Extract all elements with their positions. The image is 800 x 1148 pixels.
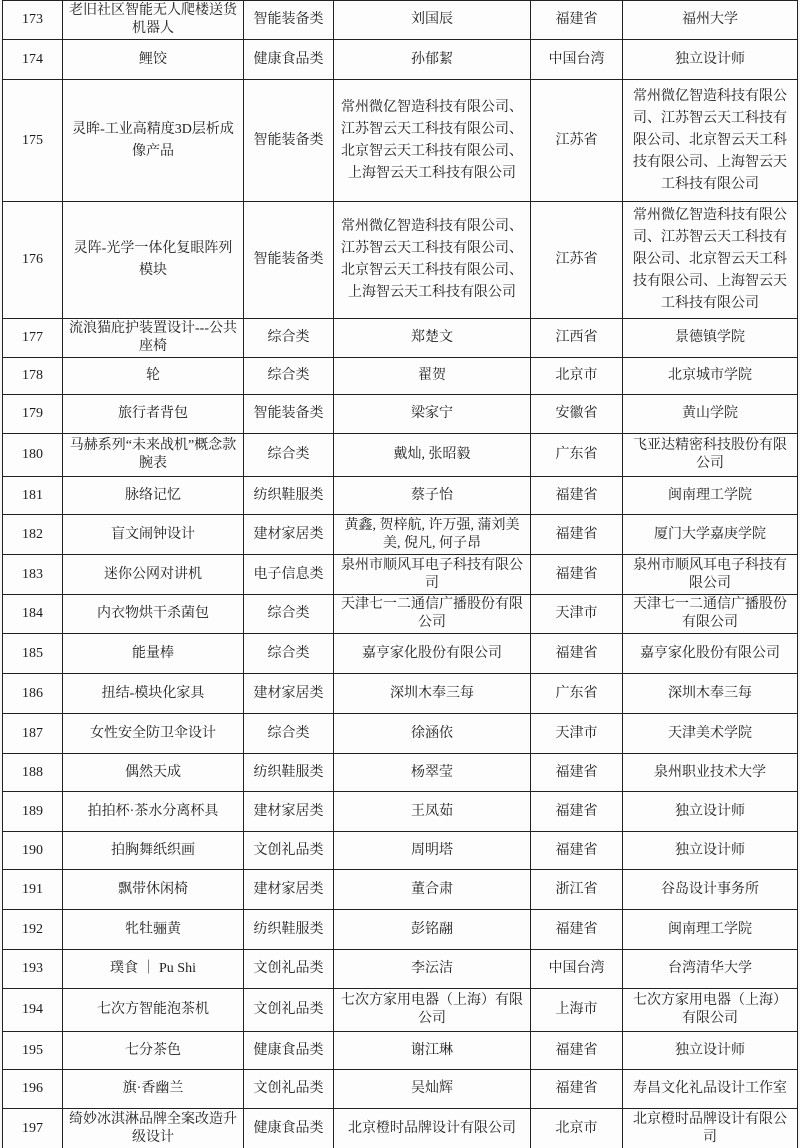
- table-cell-name: 流浪猫庇护装置设计---公共座椅: [63, 319, 244, 358]
- table-cell-region: 福建省: [531, 477, 623, 515]
- table-cell-region: 江西省: [531, 319, 623, 358]
- table-cell-name: 飘带休闲椅: [63, 870, 244, 910]
- table-cell-organization: 常州微亿智造科技有限公司、江苏智云天工科技有限公司、北京智云天工科技有限公司、上海智云天工科技有限公司: [623, 80, 798, 202]
- table-cell-organization: 福州大学: [623, 1, 798, 40]
- table-cell-organization: 泉州市顺风耳电子科技有限公司: [623, 555, 798, 595]
- table-row: [3, 1109, 798, 1148]
- table-cell-region: 浙江省: [531, 870, 623, 910]
- table-cell-name: 迷你公网对讲机: [63, 555, 244, 595]
- table-cell-applicant: 吴灿辉: [334, 1070, 531, 1109]
- table-cell-no: 188: [3, 754, 63, 792]
- table-cell-region: 广东省: [531, 434, 623, 477]
- table-row: [3, 989, 798, 1032]
- table-cell-category: 建材家居类: [244, 870, 334, 910]
- table-cell-region: 北京市: [531, 358, 623, 395]
- table-cell-no: 187: [3, 714, 63, 754]
- table-cell-no: 194: [3, 989, 63, 1032]
- table-cell-category: 电子信息类: [244, 555, 334, 595]
- table-cell-no: 195: [3, 1032, 63, 1070]
- table-row: [3, 515, 798, 555]
- table-cell-applicant: 黄鑫, 贺梓航, 许万强, 蒲刘美美, 倪凡, 何子昂: [334, 515, 531, 555]
- table-row: [3, 754, 798, 792]
- table-cell-applicant: 刘国辰: [334, 1, 531, 40]
- table-cell-region: 江苏省: [531, 80, 623, 202]
- table-cell-region: 福建省: [531, 792, 623, 832]
- table-cell-applicant: 戴灿, 张昭毅: [334, 434, 531, 477]
- table-cell-no: 176: [3, 202, 63, 319]
- table-cell-region: 北京市: [531, 1109, 623, 1148]
- table-cell-no: 181: [3, 477, 63, 515]
- table-cell-no: 180: [3, 434, 63, 477]
- table-cell-name: 璞食 ｜ Pu Shi: [63, 950, 244, 989]
- award-entry-table: [2, 0, 798, 1148]
- table-cell-name: 偶然天成: [63, 754, 244, 792]
- table-cell-no: 173: [3, 1, 63, 40]
- table-cell-region: 安徽省: [531, 395, 623, 434]
- table-cell-name: 七分茶色: [63, 1032, 244, 1070]
- table-cell-organization: 景德镇学院: [623, 319, 798, 358]
- table-cell-region: 天津市: [531, 595, 623, 634]
- table-cell-region: 福建省: [531, 634, 623, 674]
- table-row: [3, 634, 798, 674]
- table-cell-no: 183: [3, 555, 63, 595]
- table-cell-name: 拍胸舞纸织画: [63, 832, 244, 870]
- table-cell-region: 江苏省: [531, 202, 623, 319]
- table-cell-region: 中国台湾: [531, 40, 623, 80]
- table-cell-organization: 飞亚达精密科技股份有限公司: [623, 434, 798, 477]
- table-cell-no: 184: [3, 595, 63, 634]
- table-row: [3, 477, 798, 515]
- table-cell-name: 女性安全防卫伞设计: [63, 714, 244, 754]
- table-row: [3, 1, 798, 40]
- table-row: [3, 792, 798, 832]
- table-cell-region: 福建省: [531, 1032, 623, 1070]
- table-cell-category: 纺织鞋服类: [244, 754, 334, 792]
- table-cell-category: 综合类: [244, 358, 334, 395]
- table-cell-region: 福建省: [531, 515, 623, 555]
- table-cell-organization: 黄山学院: [623, 395, 798, 434]
- table-cell-category: 智能装备类: [244, 1, 334, 40]
- table-row: [3, 434, 798, 477]
- table-cell-category: 建材家居类: [244, 674, 334, 714]
- table-cell-organization: 独立设计师: [623, 40, 798, 80]
- table-cell-name: 灵眸-工业高精度3D层析成像产品: [63, 80, 244, 202]
- table-cell-category: 健康食品类: [244, 1032, 334, 1070]
- table-cell-organization: 天津美术学院: [623, 714, 798, 754]
- table-cell-applicant: 泉州市顺风耳电子科技有限公司: [334, 555, 531, 595]
- table-row: [3, 1032, 798, 1070]
- table-cell-region: 天津市: [531, 714, 623, 754]
- table-row: [3, 555, 798, 595]
- table-cell-no: 182: [3, 515, 63, 555]
- table-cell-applicant: 周明塔: [334, 832, 531, 870]
- table-cell-organization: 寿昌文化礼品设计工作室: [623, 1070, 798, 1109]
- table-cell-applicant: 王凤茹: [334, 792, 531, 832]
- table-cell-name: 内衣物烘干杀菌包: [63, 595, 244, 634]
- table-cell-category: 纺织鞋服类: [244, 910, 334, 950]
- table-cell-applicant: 深圳木奉三每: [334, 674, 531, 714]
- table-cell-region: 上海市: [531, 989, 623, 1032]
- table-cell-applicant: 梁家宁: [334, 395, 531, 434]
- table-row: [3, 832, 798, 870]
- table-cell-category: 文创礼品类: [244, 989, 334, 1032]
- table-cell-name: 旅行者背包: [63, 395, 244, 434]
- table-cell-organization: 七次方家用电器（上海）有限公司: [623, 989, 798, 1032]
- table-cell-no: 197: [3, 1109, 63, 1148]
- table-cell-applicant: 七次方家用电器（上海）有限公司: [334, 989, 531, 1032]
- table-cell-organization: 天津七一二通信广播股份有限公司: [623, 595, 798, 634]
- table-cell-applicant: 天津七一二通信广播股份有限公司: [334, 595, 531, 634]
- table-cell-category: 建材家居类: [244, 515, 334, 555]
- table-cell-no: 178: [3, 358, 63, 395]
- table-cell-name: 旗·香幽兰: [63, 1070, 244, 1109]
- table-cell-category: 综合类: [244, 634, 334, 674]
- table-cell-name: 灵阵-光学一体化复眼阵列模块: [63, 202, 244, 319]
- table-cell-name: 七次方智能泡茶机: [63, 989, 244, 1032]
- table-row: [3, 1070, 798, 1109]
- table-cell-name: 轮: [63, 358, 244, 395]
- table-cell-applicant: 杨翠莹: [334, 754, 531, 792]
- table-cell-name: 能量棒: [63, 634, 244, 674]
- table-cell-region: 福建省: [531, 910, 623, 950]
- table-cell-applicant: 董合肃: [334, 870, 531, 910]
- table-cell-applicant: 北京橙时品牌设计有限公司: [334, 1109, 531, 1148]
- table-cell-category: 智能装备类: [244, 395, 334, 434]
- table-cell-name: 绮妙冰淇淋品牌全案改造升级设计: [63, 1109, 244, 1148]
- table-cell-organization: 闽南理工学院: [623, 477, 798, 515]
- table-cell-applicant: 常州微亿智造科技有限公司、江苏智云天工科技有限公司、北京智云天工科技有限公司、上海智云天工科技有限公司: [334, 80, 531, 202]
- table-cell-region: 中国台湾: [531, 950, 623, 989]
- table-row: [3, 870, 798, 910]
- table-cell-no: 196: [3, 1070, 63, 1109]
- table-cell-region: 福建省: [531, 754, 623, 792]
- table-cell-organization: 闽南理工学院: [623, 910, 798, 950]
- table-row: [3, 910, 798, 950]
- table-cell-applicant: 孙郁絜: [334, 40, 531, 80]
- table-cell-region: 福建省: [531, 1, 623, 40]
- table-cell-category: 文创礼品类: [244, 1070, 334, 1109]
- table-cell-applicant: 谢江琳: [334, 1032, 531, 1070]
- table-cell-region: 广东省: [531, 674, 623, 714]
- table-cell-category: 健康食品类: [244, 40, 334, 80]
- table-cell-category: 文创礼品类: [244, 832, 334, 870]
- table-cell-no: 177: [3, 319, 63, 358]
- table-cell-applicant: 郑楚文: [334, 319, 531, 358]
- table-cell-applicant: 常州微亿智造科技有限公司、江苏智云天工科技有限公司、北京智云天工科技有限公司、上海智云天工科技有限公司: [334, 202, 531, 319]
- table-row: [3, 714, 798, 754]
- table-cell-category: 建材家居类: [244, 792, 334, 832]
- table-cell-name: 扭结-模块化家具: [63, 674, 244, 714]
- table-cell-organization: 独立设计师: [623, 832, 798, 870]
- table-cell-no: 179: [3, 395, 63, 434]
- table-cell-applicant: 蔡子怡: [334, 477, 531, 515]
- table-cell-name: 脉络记忆: [63, 477, 244, 515]
- table-row: [3, 674, 798, 714]
- table-cell-name: 牝牡骊黄: [63, 910, 244, 950]
- table-cell-organization: 泉州职业技术大学: [623, 754, 798, 792]
- table-row: [3, 319, 798, 358]
- table-cell-applicant: 徐涵依: [334, 714, 531, 754]
- table-cell-organization: 北京城市学院: [623, 358, 798, 395]
- table-cell-no: 175: [3, 80, 63, 202]
- table-cell-organization: 嘉亨家化股份有限公司: [623, 634, 798, 674]
- table-cell-organization: 深圳木奉三每: [623, 674, 798, 714]
- table-cell-category: 综合类: [244, 595, 334, 634]
- table-cell-organization: 台湾清华大学: [623, 950, 798, 989]
- table-cell-name: 马赫系列“未来战机”概念款腕表: [63, 434, 244, 477]
- table-cell-no: 193: [3, 950, 63, 989]
- table-cell-no: 174: [3, 40, 63, 80]
- table-row: [3, 80, 798, 202]
- table-cell-no: 192: [3, 910, 63, 950]
- table-cell-region: 福建省: [531, 1070, 623, 1109]
- table-cell-category: 智能装备类: [244, 80, 334, 202]
- table-body: [3, 1, 798, 1148]
- table-cell-applicant: 嘉亨家化股份有限公司: [334, 634, 531, 674]
- table-cell-no: 191: [3, 870, 63, 910]
- table-cell-applicant: 彭铭翮: [334, 910, 531, 950]
- table-cell-applicant: 李沄洁: [334, 950, 531, 989]
- table-cell-name: 拍拍杯·茶水分离杯具: [63, 792, 244, 832]
- table-row: [3, 950, 798, 989]
- table-cell-no: 185: [3, 634, 63, 674]
- table-row: [3, 395, 798, 434]
- table-cell-organization: 谷岛设计事务所: [623, 870, 798, 910]
- table-cell-name: 盲文闹钟设计: [63, 515, 244, 555]
- table-cell-organization: 北京橙时品牌设计有限公司: [623, 1109, 798, 1148]
- table-row: [3, 40, 798, 80]
- table-cell-no: 186: [3, 674, 63, 714]
- table-cell-category: 文创礼品类: [244, 950, 334, 989]
- table-cell-organization: 常州微亿智造科技有限公司、江苏智云天工科技有限公司、北京智云天工科技有限公司、上海智云天工科技有限公司: [623, 202, 798, 319]
- table-cell-region: 福建省: [531, 832, 623, 870]
- table-cell-name: 鲤饺: [63, 40, 244, 80]
- table-cell-organization: 独立设计师: [623, 792, 798, 832]
- table-cell-applicant: 翟贺: [334, 358, 531, 395]
- table-cell-organization: 厦门大学嘉庚学院: [623, 515, 798, 555]
- table-cell-category: 健康食品类: [244, 1109, 334, 1148]
- table-cell-category: 综合类: [244, 319, 334, 358]
- table-row: [3, 358, 798, 395]
- table-cell-category: 智能装备类: [244, 202, 334, 319]
- table-cell-category: 综合类: [244, 714, 334, 754]
- table-cell-no: 189: [3, 792, 63, 832]
- table-row: [3, 202, 798, 319]
- table-row: [3, 595, 798, 634]
- table-cell-organization: 独立设计师: [623, 1032, 798, 1070]
- table-cell-name: 老旧社区智能无人爬楼送货机器人: [63, 1, 244, 40]
- table-cell-region: 福建省: [531, 555, 623, 595]
- table-cell-category: 综合类: [244, 434, 334, 477]
- table-cell-category: 纺织鞋服类: [244, 477, 334, 515]
- table-cell-no: 190: [3, 832, 63, 870]
